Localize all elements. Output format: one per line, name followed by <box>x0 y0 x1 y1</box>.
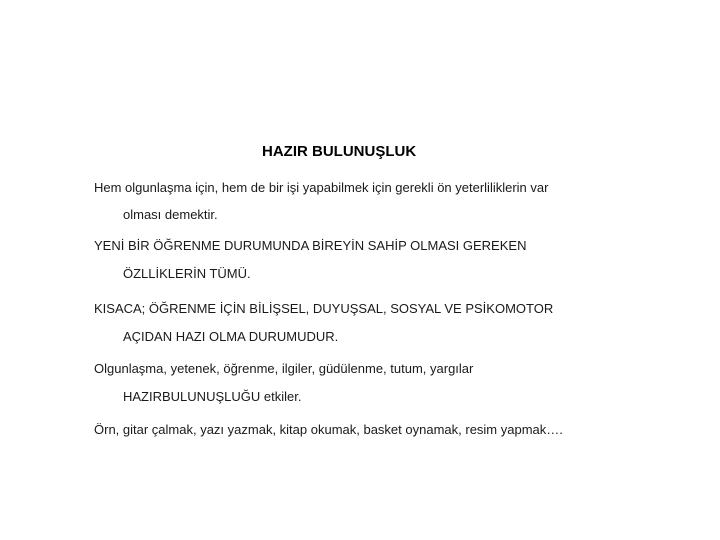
slide-title: HAZIR BULUNUŞLUK <box>262 143 417 160</box>
paragraph-4-line-1: Olgunlaşma, yetenek, öğrenme, ilgiler, güdülenme, tutum, yargılar <box>94 361 474 376</box>
paragraph-2-line-1: YENİ BİR ÖĞRENME DURUMUNDA BİREYİN SAHİP OLMASI GEREKEN <box>94 238 527 253</box>
paragraph-1-line-2: olması demektir. <box>123 207 218 222</box>
paragraph-4-line-2: HAZIRBULUNUŞLUĞU etkiler. <box>123 389 302 404</box>
paragraph-2-line-2: ÖZLLİKLERİN TÜMÜ. <box>123 266 251 281</box>
paragraph-3-line-2: AÇIDAN HAZI OLMA DURUMUDUR. <box>123 329 339 344</box>
paragraph-1-line-1: Hem olgunlaşma için, hem de bir işi yapabilmek için gerekli ön yeterliliklerin var <box>94 180 549 195</box>
paragraph-5-line-1: Örn, gitar çalmak, yazı yazmak, kitap okumak, basket oynamak, resim yapmak…. <box>94 422 563 437</box>
paragraph-3-line-1: KISACA; ÖĞRENME İÇİN BİLİŞSEL, DUYUŞSAL, SOSYAL VE PSİKOMOTOR <box>94 301 554 316</box>
